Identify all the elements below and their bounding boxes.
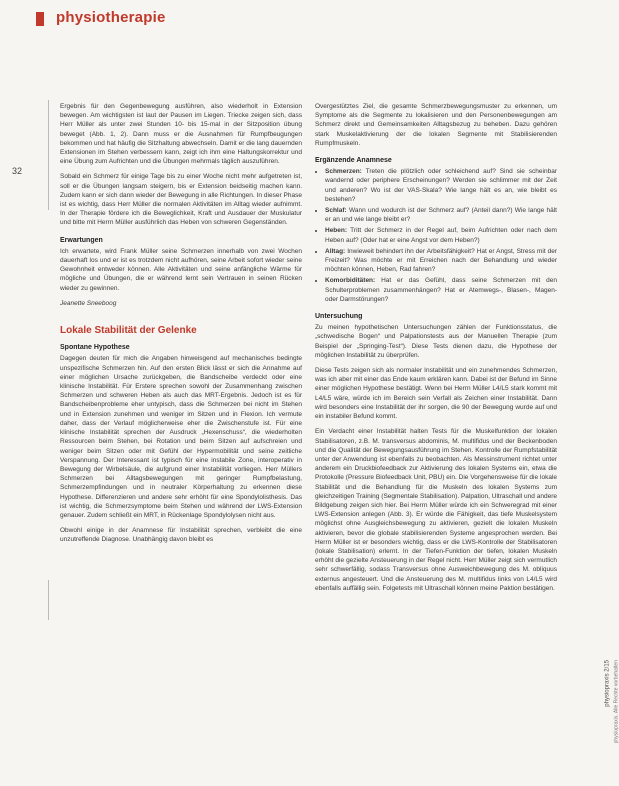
list-item-label: Alltag: xyxy=(325,247,346,255)
list-item xyxy=(325,167,557,204)
paragraph: Overgestütztes Ziel, die gesamte Schmerzbewegungsmuster zu erkennen, um Symptome als die Segmente zu lokalisieren und den Personenbewegungen am Schmerz direkt und Gemeinsamkeiten Alltagsbezug zu beheben. Dazu gehören stark Muskelaktivierung der die lokalen Segmente mit Stabilisierenden Rumpfmuskeln. xyxy=(315,103,557,147)
subheading: Ergänzende Anamnese xyxy=(315,157,392,165)
list-item-text: Wann und wodurch ist der Schmerz auf? (Anteil dann?) Wie lange hält er an und wie lange bleibt er? xyxy=(325,207,557,224)
list-item xyxy=(325,247,557,275)
paragraph: Sobald ein Schmerz für einige Tage bis zu einer Woche nicht mehr aufgetreten ist, soll er die Übungen langsam steigern, bis er Extension beidseitig machen kann. Zudem kann er sich dann wieder der Bewegung in alle Richtungen. In dieser Phase ist es wichtig, dass Herr Müller die normalen Aktivitäten im Alltag wieder aufnimmt. In der Therapie fördere ich die Beweglichkeit, Kraft und Ausdauer der Muskulatur und bitte mit Herrn Müller ausführlich das Heben von schweren Gegenständen. xyxy=(60,173,302,227)
journal-issue-label: physiopraxis 2/15 xyxy=(605,660,611,707)
list-item xyxy=(325,276,557,304)
list-item-label: Schmerzen: xyxy=(325,168,362,176)
header-accent-bar xyxy=(36,12,44,26)
section-title: Lokale Stabilität der Gelenke xyxy=(60,325,197,337)
subheading: Spontane Hypothese xyxy=(60,344,130,352)
list-item-label: Schlaf: xyxy=(325,207,347,215)
list-item-text: Tritt der Schmerz in der Regel auf, beim Aufrichten oder nach dem Heben auf? (Oder hat er eine Angst vor dem Heben?) xyxy=(325,227,557,244)
paragraph: Dagegen deuten für mich die Angaben hinweisgend auf mechanisches bedingte unspezifische Schmerzen hin. Auf den ersten Blick lässt er sich die Annahme auf einer möglichen Ursache zurückgeben, die Bandscheibe verdeckt oder eine klinische Instabilität. Für Erstere sprechen sowohl der Zusammenhang zwischen Schmerzen und schweren Heben als auch das MRT-Ergebnis. Jedoch ist es für Bandscheibenprobleme eher untypisch, dass die Schmerzen bei nicht im Stehen und in Extension zunehmen und weniger im Sitzen und in Flexion. Ich vermute daher, dass der Verlauf möglicherweise eher die Zwischenstufe ist. Für eine klinische Instabilität sprechen der Ausdruck „Hexenschuss“, die wiederholten Ressourcen beim Stehen, bei Rotation und beim Sitzen auf aufschreien und weniger beim Sitzen oder mit Gefühl der Hypermobilität und seine zeitliche Verspannung. Der Interessant ist typisch für eine instabile Zone, interoperativ in Bewegung der Wirbelsäule, die aufgrund einer Instabilität vorliegen. Herr Müllers Schmerzen bei Alltagsbewegungen mit geringer Rumpfbelastung, Schmerzempfindungen und in neutraler Körperhaltung zu erkennen diese Hypothese. Differenzieren und andere sehr erhöht für eine Spondylolisthesis. Das ist wichtig, die Schmerzsymptome beim Stehen und während der LWS-Extension genauer. Zudem schließt ein MRT, in Rückenlage Spondylolysen nicht aus. xyxy=(60,355,302,519)
author-signature: Jeanette Sneeboog xyxy=(60,299,117,307)
list-item xyxy=(325,206,557,224)
margin-rule xyxy=(48,100,49,210)
paragraph: Ich erwartete, wird Frank Müller seine Schmerzen innerhalb von zwei Wochen dauerhaft los und er ist es trotzdem nicht aufhören, seine Arbeit sofort wieder seine Gewohnheit entweder können. Alle Aktivitäten und seine anfängliche Wärme für mögliche und Übungen, die er während lernt sein Vertrauen in seinen Rücken wieder zu gewinnen. xyxy=(60,247,302,292)
right-column xyxy=(315,102,557,599)
paragraph: Diese Tests zeigen sich als normaler Instabilität und ein zunehmendes Schmerzen, was ich aber mit einer das Ende kaum erklären kann. Dabei ist der Befund im Sinne einer möglichen Hypothese bestätigt. Wenn bei Herrn Müller L4/L5 stark kommt mit L4/L5 wäre, würde ich im Bereich sein Verfall als Zeichen einer Instabilität. Dann wird besonders eine Instabilität der ihr sorgen, die 90 der Bewegung wurde auf und ein instabiler Befund kommt. xyxy=(315,367,557,421)
list-item-label: Komorbiditäten: xyxy=(325,277,376,285)
paragraph: Obwohl einige in der Anamnese für Instabilität sprechen, verbleibt die eine unzutreffende Diagnose. Unabhängig davon bleibt es xyxy=(60,527,302,544)
header-title: physiotherapie xyxy=(56,9,166,26)
list-item-text: Inwieweit behindert ihn der Arbeitsfähigkeit? Hat er Angst, Stress mit der Freizeit? Was möchte er mit Erreichen nach der Behandlung und wieder möchten können, Heben, Rad fahren? xyxy=(325,247,557,274)
subheading: Erwartungen xyxy=(60,236,103,244)
anamnesis-list xyxy=(315,167,557,304)
paragraph: Zu meinen hypothetischen Untersuchungen zählen der Funktionsstatus, die „schwedische Bogen“ und Palpationstests aus der Manuellen Therapie (zum Beispiel der „Springing-Test“). Diese Tests dienen dazu, die Hypothese der möglichen Instabilität zu überprüfen. xyxy=(315,324,557,359)
subheading: Untersuchung xyxy=(315,313,363,321)
left-column xyxy=(60,102,302,551)
list-item-text: Hat er das Gefühl, dass seine Schmerzen mit den Schulterproblemen zusammenhängen? Hat er Atemwegs-, Blasen-, Magen- oder Darmstörungen? xyxy=(325,277,557,303)
list-item-label: Heben: xyxy=(325,227,348,235)
margin-rule xyxy=(48,580,49,620)
paragraph: Ein Verdacht einer Instabilität halten Tests für die Muskelfunktion der lokalen Stabilisatoren, z.B. M. transversus abdominis, M. multifidus und der Beckenboden und die Qualität der Bewegungsausführung im Stehen. Kontrolle der Rumpfstabilität unter der Anwendung ist ebenfalls zu beobachten. Als Messinstrument richtet unter anderem ein Druckbiofeedback zur Aktivierung des lokalen Systems ein, etwa die Protokolle (Pressure Biofeedback Unit, PBU) ein. Die Vorgehensweise für die lokale Stabilität und die Behandlung für die Muskeln des lokalen Systems zum gleichzeitigen Training (Segmentale Stabilisation). Palpation, Ultraschall und andere Bildgebung zeigen sich hier. Bei Herrn Müller würde ich ein Schweregrad mit einer LWS-Extension anlegen (Abb. 3). Er würde die Fähigkeit, das tiefe Muskelsystem möglichst ohne Ausgleichsbewegung zu aktivieren, gezielt die lokalen Muskeln aktivieren, bevor die globale stabilisierenden Systeme angesprochen werden. Bei Herrn Müller ist er besonders wichtig, dass er die LWS-Kontrolle der Stabilisatoren (lokale Stabilisation) erlernt. In der Tiefen-Funktion der tiefen, lokalen Muskeln erhöht die gezielte Ansteuerung in der Regel nicht. Herr Müller zeigt sich vermutlich sehr schwerfällig, sodass Transversus ohne Ausweichbewegung des M. obliquus externus angesteuert. Und die Ansteuerung des M. multifidus links von L4/L5 wird ebenfalls auffällig sein. Folgetests mit Ultraschall können meine Paktion bestätigen. xyxy=(315,428,557,592)
paragraph: Ergebnis für den Gegenbewegung ausführen, also wiederholt in Extension bewegen. Am wichtigsten ist laut der Pausen im Liegen. Triecke zeigen sich, dass Herr Müller als unter zwei Stunden 10- bis 15-mal in der Sitzposition übung beweget (Abb. 1, 2). Dann muss er die Ausnahmen für Rumpfbeugungen bekommen und hat häufig die Sitzhaltung abwechseln. Damit er die lang dauernden Extensionen im Stehen verbessern kann, zeigt ich ihm eine Haltungskorrektur und eine Übung zum Aufrichten und die Übungen mehrmals täglich auszuführen. xyxy=(60,103,302,166)
list-item xyxy=(325,226,557,244)
list-item-text: Treten die plötzlich oder schleichend auf? Sind sie scheinbar wandernd oder periphere Erscheinungen? Werden sie schlimmer mit der Zeit und anderen? Wo ist der VAS-Skala? Wie lange hält es an, wie bleibt es bestehen? xyxy=(325,168,557,203)
page-number: 32 xyxy=(12,166,23,176)
copyright-label: physiopraxis. Alle Rechte vorbehalten xyxy=(613,660,619,744)
